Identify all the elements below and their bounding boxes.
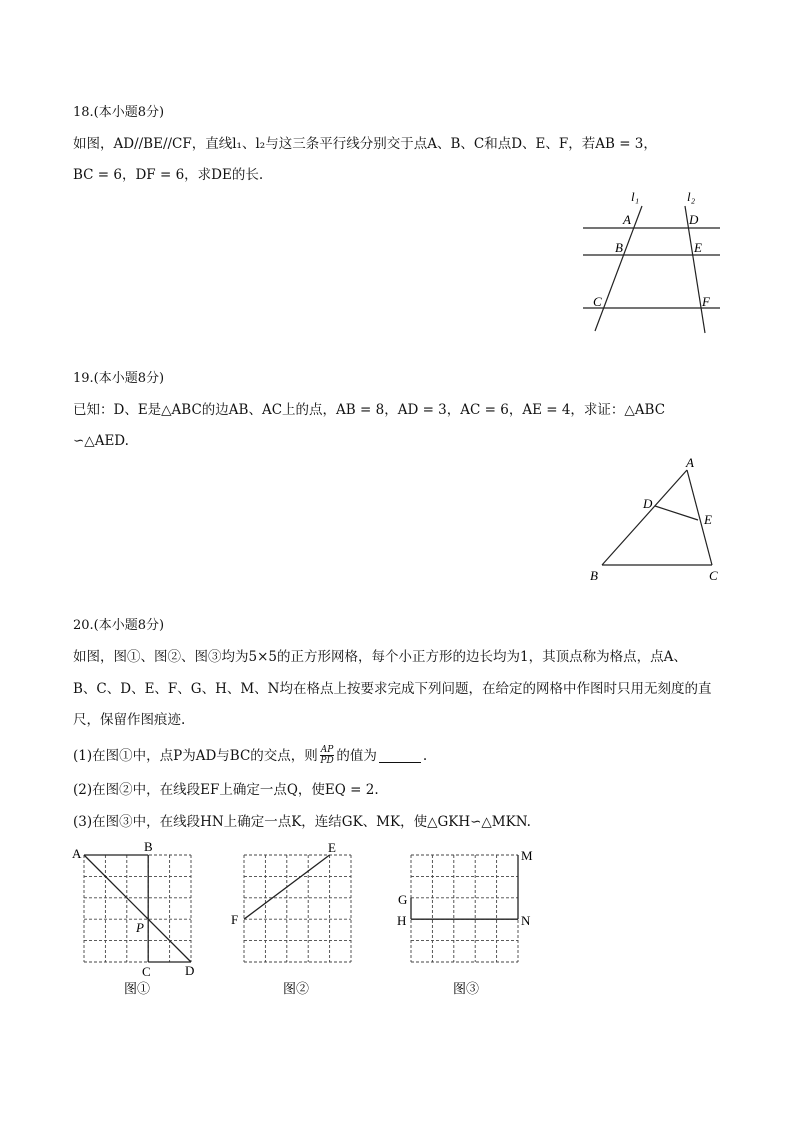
- q20-part1: [73, 745, 427, 766]
- figure3-caption: 图③: [453, 981, 480, 996]
- label-P: P: [136, 920, 144, 935]
- segment-ad: [84, 855, 191, 962]
- label-A: A: [623, 212, 631, 227]
- part1-prefix: (1)在图①中，点P为AD与BC的交点，则: [73, 747, 318, 764]
- q20-text-line2: B、C、D、E、F、G、H、M、N均在格点上按要求完成下列问题，在给定的网格中作图时只用无刻度的直: [73, 681, 712, 697]
- label-D: D: [643, 496, 653, 511]
- q20-text-line1: 如图，图①、图②、图③均为5×5的正方形网格，每个小正方形的边长均为1，其顶点称为格点，点A、: [73, 649, 687, 665]
- q18-figure: [575, 188, 730, 338]
- q19-text-line1: 已知：D、E是△ABC的边AB、AC上的点，AB = 8，AD = 3，AC = 6，AE = 4，求证：△ABC: [73, 402, 666, 418]
- label-C: C: [709, 568, 718, 583]
- label-G: G: [398, 892, 408, 907]
- q20-figure3: [395, 840, 540, 1000]
- q19-heading: 19.(本小题8分): [73, 371, 165, 386]
- label-F: F: [231, 912, 239, 927]
- label-N: N: [521, 913, 531, 928]
- grid-5x5: [244, 855, 351, 962]
- part1-suffix: 的值为: [336, 747, 377, 764]
- label-B: B: [590, 568, 598, 583]
- label-l2: l₂: [687, 189, 696, 204]
- answer-blank[interactable]: [379, 748, 421, 763]
- segment-de: [655, 506, 698, 520]
- label-M: M: [521, 848, 533, 863]
- q19-text-line2: ∽△AED.: [73, 433, 129, 449]
- q20-part3: (3)在图③中，在线段HN上确定一点K，连结GK、MK，使△GKH∽△MKN.: [73, 814, 531, 830]
- figure2-caption: 图②: [283, 981, 310, 996]
- q18-text-line2: BC = 6，DF = 6，求DE的长.: [73, 167, 264, 183]
- q19-figure: [585, 452, 730, 587]
- line-l1: [595, 206, 642, 331]
- q20-heading: 20.(本小题8分): [73, 618, 165, 633]
- label-E: E: [328, 840, 336, 855]
- segment-ef: [244, 855, 330, 919]
- label-F: F: [702, 294, 710, 309]
- label-A: A: [686, 455, 694, 470]
- q18-heading: 18.(本小题8分): [73, 105, 165, 120]
- figure1-caption: 图①: [124, 981, 151, 996]
- q20-figure1: [68, 840, 203, 1000]
- label-H: H: [397, 913, 407, 928]
- q20-text-line3: 尺，保留作图痕迹.: [73, 712, 186, 728]
- label-E: E: [704, 512, 712, 527]
- label-E: E: [694, 240, 702, 255]
- label-D: D: [185, 963, 195, 978]
- part1-end: .: [422, 747, 428, 764]
- q18-text-line1: 如图，AD//BE//CF，直线l₁、l₂与这三条平行线分别交于点A、B、C和点D、E、F，若AB = 3，: [73, 136, 657, 152]
- label-l1: l₁: [631, 189, 640, 204]
- q20-part2: (2)在图②中，在线段EF上确定一点Q，使EQ = 2.: [73, 782, 379, 798]
- label-C: C: [593, 294, 602, 309]
- label-A: A: [72, 846, 82, 861]
- fraction-denominator: PD: [320, 756, 334, 766]
- part1-fraction: [320, 745, 335, 766]
- label-B: B: [615, 240, 623, 255]
- fraction-numerator: AP: [320, 745, 334, 755]
- side-ab: [602, 470, 687, 565]
- label-B: B: [144, 840, 153, 854]
- q20-figure2: [228, 840, 358, 1000]
- label-C: C: [142, 964, 151, 979]
- grid-5x5: [411, 855, 518, 962]
- label-D: D: [689, 212, 699, 227]
